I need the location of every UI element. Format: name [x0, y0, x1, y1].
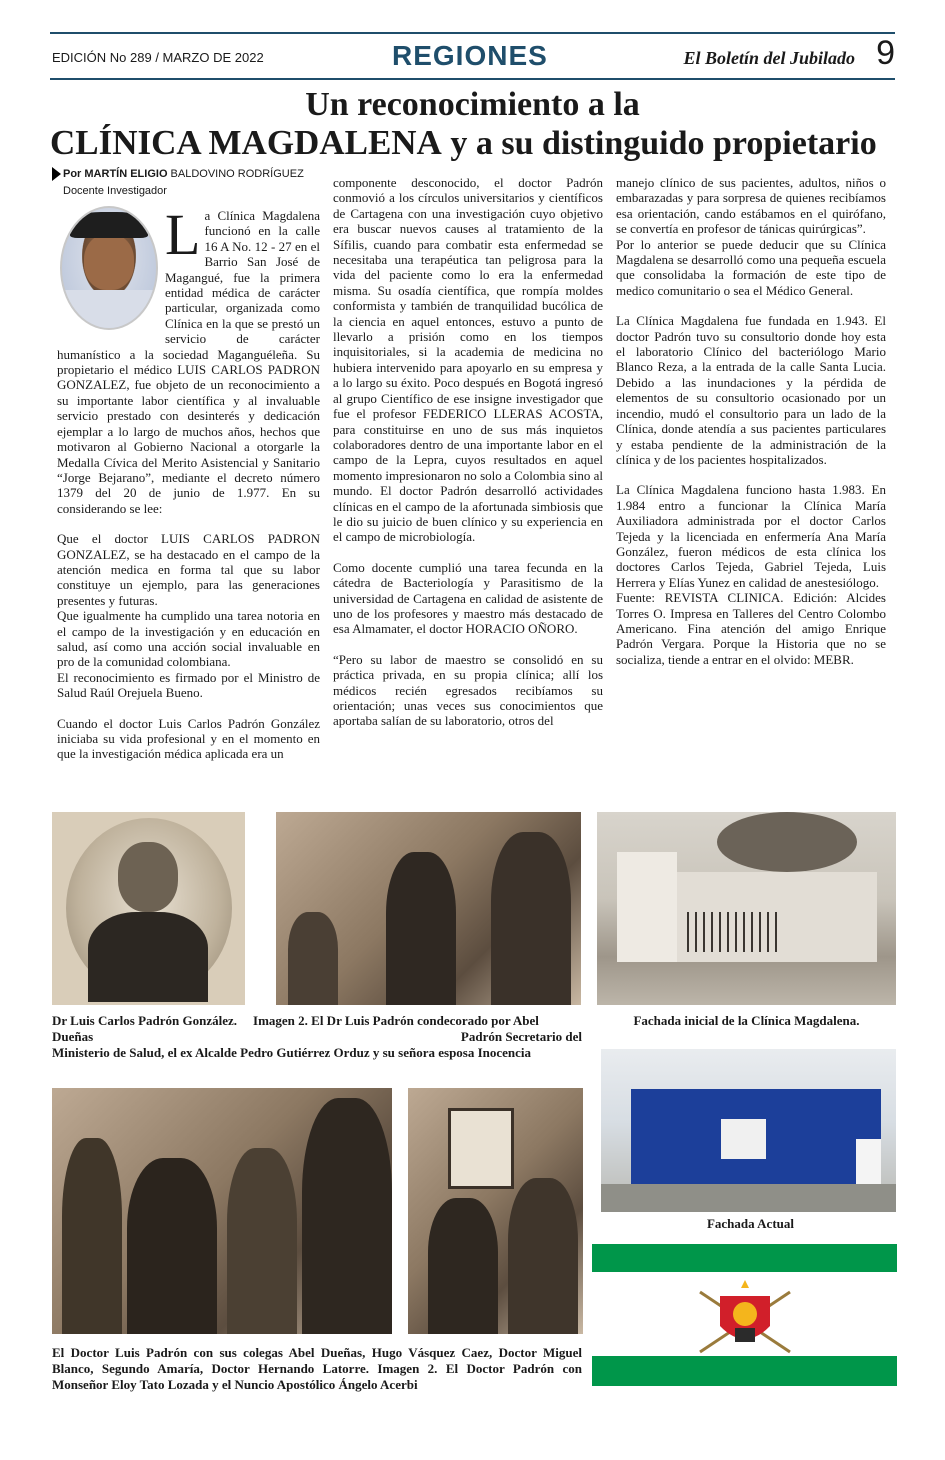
paragraph: Que el doctor LUIS CARLOS PADRON GONZALEZ, se ha destacado en el campo de la atención medica en forma tal que su labor constituye un ejemplo, para las generaciones presentes y futuras. — [57, 531, 320, 608]
figure-woman — [288, 912, 338, 1005]
figure-man-right — [491, 832, 571, 1005]
figure-colleague — [227, 1148, 297, 1334]
arrow-icon — [52, 167, 61, 181]
paragraph: “Pero su labor de maestro se consolidó en su práctica privada, en su propia clínica; allí los médicos recién egresados recibíamos su orientación; unas veces sus conocimientos que aportaba salían de su laboratorio, otros del — [333, 651, 603, 729]
paragraph: Que igualmente ha cumplido una tarea notoria en el campo de la investigación y en educación en salud, así como una acción social invaluable en pro de la comunidad colombiana. — [57, 608, 320, 670]
portrait-spacer — [57, 208, 165, 346]
headline-rest: y a su distinguido propietario — [441, 125, 877, 162]
article-column-3 — [616, 175, 886, 667]
coat-of-arms-icon — [700, 1280, 790, 1352]
current-facade-window — [721, 1119, 766, 1159]
figure-man-left — [386, 852, 456, 1005]
dropcap: L — [165, 202, 201, 267]
headline-line2 — [50, 124, 900, 163]
lead-text: a Clínica Magdalena funcionó en la calle 16 A No. 12 - 27 en el Barrio San José de Magangué, fue la primera entidad médica de carácter particular, organizada como Clínica en la que se prestó un servicio de carácter humanístico a la sociedad Maganguéleña. Su propietario el médico LUIS CARLOS PADRON GONZALEZ, fue objeto de un reconocimiento a su importante labor científica y al invaluable servicio prestado con desinterés y dedicación ejemplar a lo largo de muchos años, hechos que motivaron al Gobierno Nacional a otorgarle la Medalla Cívica del Merito Asistencial y Sanitario “Jorge Bejarano”, mediante el decreto número 1379 del 20 de junio de 1.977. En su considerando se lee: — [57, 208, 320, 516]
caption-photo-4: Fachada Actual — [706, 1216, 795, 1231]
flag-emblem — [592, 1244, 897, 1386]
photo-decoration-ceremony — [276, 812, 581, 1005]
paragraph: El reconocimiento es firmado por el Ministro de Salud Raúl Orejuela Bueno. — [57, 669, 320, 701]
page-number: 9 — [876, 34, 895, 72]
paragraph: manejo clínico de sus pacientes, adultos, niños o embarazadas y para sorpresa de quienes recibíamos esa orientación, cando estábamos en el quirófano, se convertía en profesor de tánicas quirúrgicas”. — [616, 175, 886, 237]
byline-role: Docente Investigador — [63, 185, 167, 197]
paragraph: componente desconocido, el doctor Padrón conmovió a los círculos universitarios y científicos de Cartagena con una investigación cuyo objetivo era buscar nuevos causes al tratamiento de la Sífilis, cuando para combatir esta enfermedad se necesitaba una terapéutica tan peligrosa para la vida del paciente como lo era la enfermedad misma. Su osadía científica, que rompía moldes conformista y también de tranquilidad bucólica de la ciencia en aquel entonces, estuvo a punto de llevarlo a prisión como en los tiempos inquisitoriales, si la academia de medicina no hubiera intervenido para apoyarlo en su empresa y a lo largo su éxito. Poco después en Bogotá ingresó al grupo Científico de ese insigne investigador que fue el profesor FEDERICO LLERAS ACOSTA, para constituirse en uno de sus más inquietos colaboradores dentro de una importante labor en el campo de la Lepra, cuyos resultados en aquel momento impresionaron no solo a Colombia sino al mundo. El doctor Padrón desarrolló actividades clínicas en el campo de la afortunada simbiosis que le dio su juicio de buen clínico y su experiencia en el campo de microbiología. — [333, 175, 603, 545]
photo-initial-facade — [597, 812, 896, 1005]
caption-photo-2-line1: Imagen 2. El Dr Luis Padrón condecorado por Abel — [253, 1013, 539, 1028]
facade-fence — [687, 912, 777, 952]
caption-photo-3: Fachada inicial de la Clínica Magdalena. — [633, 1013, 860, 1028]
caption-photo-1: Dr Luis Carlos Padrón González. — [52, 1013, 238, 1028]
edition-label: EDICIÓN No 289 / MARZO DE 2022 — [52, 50, 264, 65]
publication-name: El Boletín del Jubilado — [683, 48, 855, 68]
wall-portrait-frame — [448, 1108, 514, 1189]
photo-current-facade — [601, 1049, 896, 1212]
headline-clinic-name: CLÍNICA MAGDALENA — [50, 123, 442, 162]
paragraph: La Clínica Magdalena fue fundada en 1.943. El doctor Padrón tuvo su consultorio donde hoy esta el laboratorio Clínico del bacteriólogo Mario Blanco Reza, a la entrada de la calle Santa Lucia. Debido a las inundaciones y la pérdida de elementos de su consultorio ocasionado por un incendio, mudó el consultorio para un lado de la Clínica, donde atendía a sus pacientes particulares y estaba pendiente de la administración de la clínica y de los pacientes hospitalizados. — [616, 313, 886, 467]
byline-prefix: Por MARTÍN ELIGIO — [63, 168, 168, 180]
current-facade-door — [856, 1139, 881, 1184]
caption-photo-2-line2a: Dueñas — [52, 1029, 94, 1044]
paragraph: Fuente: REVISTA CLINICA. Edición: Alcides Torres O. Impresa en Talleres del Centro Colombo Americano. Fina atención del amigo Enrique Padrón Vergara. Porque la Historia que no se socializa, tiende a entrar en el olvido: MEBR. — [616, 590, 886, 667]
caption-row-1 — [52, 1013, 582, 1061]
top-rule — [50, 32, 895, 34]
figure-monsignor — [508, 1178, 578, 1334]
facade-tree — [717, 812, 857, 872]
magangue-flag — [592, 1244, 897, 1386]
paragraph: La Clínica Magdalena funciono hasta 1.983. En 1.984 entro a funcionar la Clínica María Auxiliadora administrada por el doctor Carlos Tejeda y la licenciada en enfermería Ana María González, fueron médicos de esta clínica los doctores Carlos Tejeda, Gabriel Tejeda, Luis Herrera y Elías Yunez en calidad de anestesiólogo. — [616, 482, 886, 590]
figure-colleague — [302, 1098, 392, 1334]
photo-colleagues — [52, 1088, 392, 1334]
photo-padron-portrait — [52, 812, 245, 1005]
paragraph: Como docente cumplió una tarea fecunda en la cátedra de Bacteriología y Parasitismo de la universidad de Cartagena en calidad de asistente de uno de los profesores y maestro más destacado de esa Almamater, el doctor HORACIO OÑORO. — [333, 559, 603, 637]
header-rule — [50, 78, 895, 80]
photo-monsignor — [408, 1088, 583, 1334]
byline — [52, 166, 304, 200]
current-facade-street — [601, 1184, 896, 1212]
caption-photo-2-line2b: Padrón Secretario del — [460, 1029, 582, 1044]
figure-colleague — [127, 1158, 217, 1334]
portrait-head — [118, 842, 178, 912]
portrait-suit — [88, 912, 208, 1002]
article-column-2 — [333, 175, 603, 744]
article-column-1 — [57, 202, 320, 777]
byline-name: BALDOVINO RODRÍGUEZ — [167, 168, 304, 180]
paragraph: Cuando el doctor Luis Carlos Padrón González iniciaba su vida profesional y en el momento en que la investigación médica aplicada era un — [57, 715, 320, 762]
figure-colleague — [62, 1138, 122, 1334]
headline-line1: Un reconocimiento a la — [305, 86, 640, 123]
facade-column — [617, 852, 677, 962]
figure-padron — [428, 1198, 498, 1334]
paragraph: Por lo anterior se puede deducir que su Clínica Magdalena se desarrolló como una pequeña escuela que consolidaba la formación de este tipo de medico comunitario o sea el Médico General. — [616, 236, 886, 298]
caption-bottom: El Doctor Luis Padrón con sus colegas Abel Dueñas, Hugo Vásquez Caez, Doctor Miguel Blanco, Segundo Amaría, Doctor Hernando Latorre. Imagen 2. El Doctor Padrón con Monseñor Eloy Tato Lozada y el Nuncio Apostólico Ángelo Acerbi — [52, 1345, 582, 1392]
section-title: REGIONES — [392, 40, 548, 71]
caption-photo-2-line3: Ministerio de Salud, el ex Alcalde Pedro Gutiérrez Orduz y su señora esposa Inocencia — [52, 1045, 532, 1060]
